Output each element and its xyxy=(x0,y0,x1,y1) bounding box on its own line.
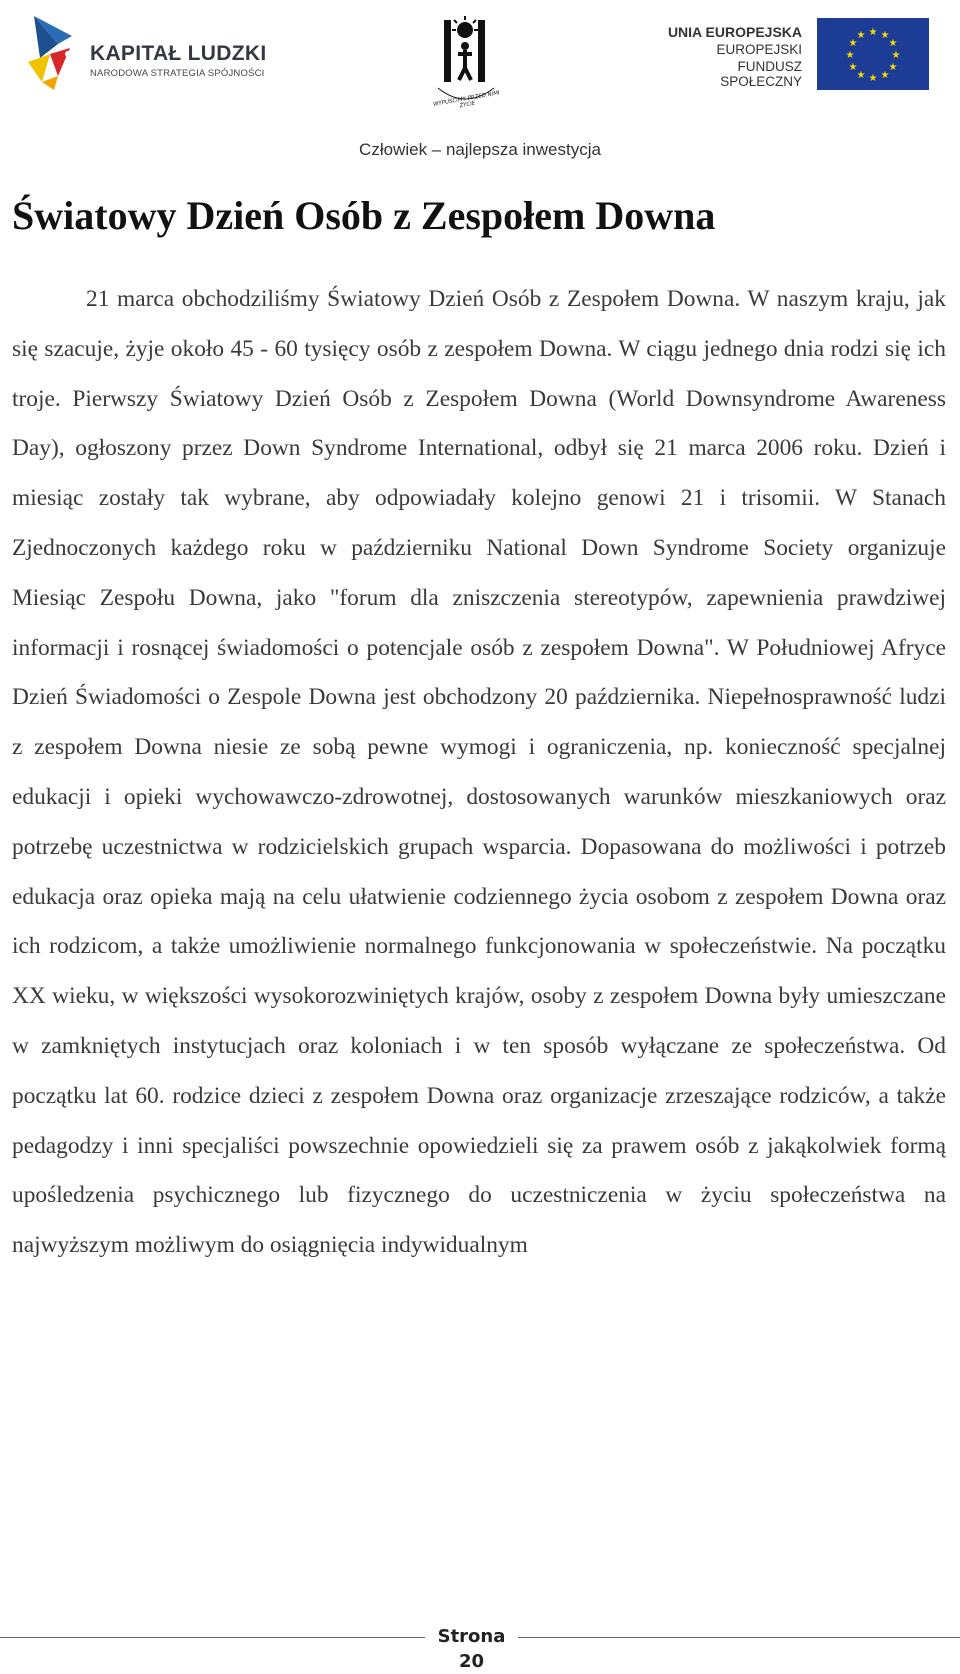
page-title: Światowy Dzień Osób z Zespołem Downa xyxy=(12,193,716,238)
svg-text:★: ★ xyxy=(868,73,878,84)
svg-text:★: ★ xyxy=(845,50,855,61)
svg-text:★: ★ xyxy=(888,62,898,73)
svg-text:★: ★ xyxy=(856,70,866,81)
kapital-ludzki-logo xyxy=(28,14,288,104)
eu-line-1: UNIA EUROPEJSKA xyxy=(667,24,802,40)
emblem-caption: WYPUŚCIMY PRZED NIMI ŻYCIE xyxy=(432,90,501,110)
page-label-text: Strona xyxy=(437,1626,506,1647)
page-number-value: 20 xyxy=(458,1651,485,1672)
svg-text:★: ★ xyxy=(888,38,898,49)
eu-logo xyxy=(662,18,942,98)
header-slogan: Człowiek – najlepsza inwestycja xyxy=(359,140,601,159)
logo-left-name: KAPITAŁ LUDZKI xyxy=(90,42,267,65)
page-header xyxy=(0,0,960,180)
article-body: 21 marca obchodziliśmy Światowy Dzień Osób z Zespołem Downa. W naszym kraju, jak się szacuje, żyje około 45 - 60 tysięcy osób z zespołem Downa. W ciągu jednego dnia rodzi się ich troje. Pierwszy Światowy Dzień Osób z Zespołem Downa (World Downsyndrome Awareness Day), ogłoszony przez Down Syndrome International, odbył się 21 marca 2006 roku. Dzień i miesiąc zostały tak wybrane, aby odpowiadały kolejno genowi 21 i trisomii. W Stanach Zjednoczonych każdego roku w październiku National Down Syndrome Society organizuje Miesiąc Zespołu Downa, jako "forum dla zniszczenia stereotypów, zapewnienia prawdziwej informacji i rosnącej świadomości o potencjale osób z zespołem Downa". W Południowej Afryce Dzień Świadomości o Zespole Downa jest obchodzony 20 października. Niepełnosprawność ludzi z zespołem Downa niesie ze sobą pewne wymogi i ograniczenia, np. konieczność specjalnej edukacji i opieki wychowawczo-zdrowotnej, dostosowanych warunków mieszkaniowych oraz potrzebę uczestnictwa w rodzicielskich grupach wsparcia. Dopasowana do możliwości i potrzeb edukacja oraz opieka mają na celu ułatwienie codziennego życia osobom z zespołem Downa oraz ich rodzicom, a także umożliwienie normalnego funkcjonowania w społeczeństwie. Na początku XX wieku, w większości wysokorozwiniętych krajów, osoby z zespołem Downa były umieszczane w zamkniętych instytucjach oraz koloniach i w ten sposób wyłączane ze społeczeństwa. Od początku lat 60. rodzice dzieci z zespołem Downa oraz organizacje zrzeszające rodziców, a także pedagodzy i inni specjaliści powszechnie opowiedzieli się za prawem osób z jakąkolwiek formą upośledzenia psychicznego lub fizycznego do uczestniczenia w życiu społeczeństwa na najwyższym możliwym do osiągnięcia indywidualnym xyxy=(12,286,946,1259)
eu-line-3: FUNDUSZ SPOŁECZNY xyxy=(720,59,802,89)
logo-left-subtitle: NARODOWA STRATEGIA SPÓJNOŚCI xyxy=(90,68,265,79)
svg-text:★: ★ xyxy=(880,30,890,41)
footer-divider-right xyxy=(518,1637,960,1638)
footer-divider-left xyxy=(0,1637,425,1638)
svg-text:★: ★ xyxy=(868,27,878,38)
eu-flag-icon xyxy=(817,18,929,90)
svg-text:★: ★ xyxy=(856,30,866,41)
svg-text:★: ★ xyxy=(880,70,890,81)
eu-line-2: EUROPEJSKI xyxy=(716,42,802,57)
kapital-ludzki-logo-icon xyxy=(28,14,84,94)
page-number xyxy=(425,1624,518,1674)
project-emblem xyxy=(432,14,502,114)
svg-text:★: ★ xyxy=(848,38,858,49)
svg-text:★: ★ xyxy=(891,50,901,61)
svg-text:★: ★ xyxy=(848,62,858,73)
